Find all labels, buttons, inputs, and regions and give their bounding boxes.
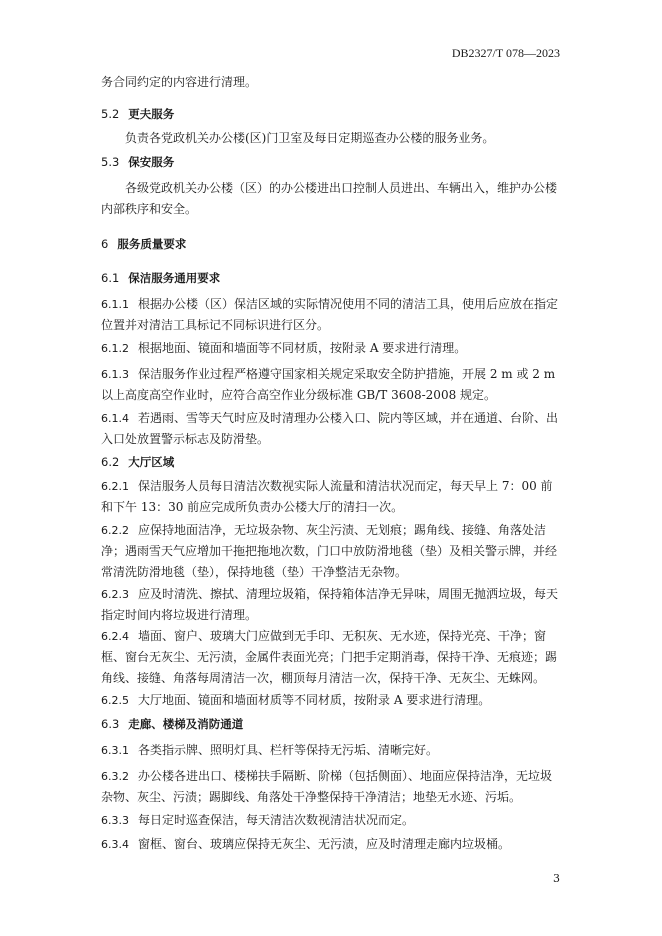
clause-number: 6.2.3 <box>101 588 129 601</box>
clause-text: 应及时清洗、擦拭、清理垃圾箱，保持箱体洁净无异味，周围无抛洒垃圾，每天指定时间内将垃圾进行清理。 <box>101 587 559 622</box>
section-6-heading <box>101 234 561 255</box>
clause-text: 若遇雨、雪等天气时应及时清理办公楼入口、院内等区域，并在通道、台阶、出入口处放置警示标志及防滑垫。 <box>101 411 559 446</box>
clause-text: 办公楼各进出口、楼梯扶手隔断、阶梯（包括侧面）、地面应保持洁净，无垃圾杂物、灰尘、污渍；踢脚线、角落处干净整保持干净清洁；地垫无水迹、污垢。 <box>101 769 553 804</box>
section-title: 保洁服务通用要求 <box>128 271 221 285</box>
section-5-2-heading <box>101 104 561 125</box>
clause-number: 6.3.2 <box>101 770 129 783</box>
section-title: 保安服务 <box>128 155 175 169</box>
clause-text: 大厅地面、镜面和墙面材质等不同材质，按附录 A 要求进行清理。 <box>138 693 491 707</box>
section-title: 走廊、楼梯及消防通道 <box>128 717 244 731</box>
clause-6-1-1 <box>101 294 561 336</box>
section-number: 5.3 <box>101 155 120 169</box>
clause-number: 6.3.3 <box>101 814 129 827</box>
section-number: 6.2 <box>101 455 120 469</box>
section-number: 6 <box>101 237 109 251</box>
clause-number: 6.1.2 <box>101 342 129 355</box>
clause-text: 根据办公楼（区）保洁区域的实际情况使用不同的清洁工具，使用后应放在指定位置并对清洁工具标记不同标识进行区分。 <box>101 297 559 332</box>
clause-6-1-3 <box>101 364 561 406</box>
section-number: 6.3 <box>101 717 120 731</box>
clause-number: 6.2.4 <box>101 630 129 643</box>
clause-text: 各类指示牌、照明灯具、栏杆等保持无污垢、清晰完好。 <box>138 743 439 757</box>
clause-text: 根据地面、镜面和墙面等不同材质，按附录 A 要求进行清理。 <box>138 341 467 355</box>
clause-6-2-5 <box>101 690 561 711</box>
page-number: 3 <box>553 872 560 885</box>
clause-text: 墙面、窗户、玻璃大门应做到无手印、无积灰、无水迹，保持光亮、干净；窗框、窗台无灰尘、无污渍，金属件表面光亮；门把手定期消毒，保持干净、无痕迹；踢角线、接缝、角落每周清洁一次，棚顶每月清洁一次，保持干净、无灰尘、无蛛网。 <box>101 629 558 685</box>
clause-6-3-2 <box>101 766 561 808</box>
clause-6-3-1 <box>101 740 561 761</box>
clause-text: 每日定时巡查保洁，每天清洁次数视清洁状况而定。 <box>138 813 415 827</box>
section-6-3-heading <box>101 714 561 735</box>
section-5-3-body: 各级党政机关办公楼（区）的办公楼进出口控制人员进出、车辆出入，维护办公楼内部秩序和安全。 <box>101 181 558 216</box>
section-5-2-body: 负责各党政机关办公楼(区)门卫室及每日定期巡查办公楼的服务业务。 <box>125 131 495 145</box>
clause-6-1-4 <box>101 408 561 450</box>
continuation-paragraph: 务合同约定的内容进行清理。 <box>101 75 258 89</box>
clause-number: 6.1.4 <box>101 412 129 425</box>
clause-text: 保洁服务作业过程严格遵守国家相关规定采取安全防护措施，开展 2 m 或 2 m 以上高度高空作业时，应符合高空作业分级标准 GB/T 3608-2008 规定。 <box>101 367 556 402</box>
clause-number: 6.3.4 <box>101 838 129 851</box>
section-title: 更夫服务 <box>128 107 175 121</box>
section-6-1-heading <box>101 268 561 289</box>
clause-number: 6.2.5 <box>101 694 129 707</box>
clause-number: 6.2.2 <box>101 524 129 537</box>
section-number: 6.1 <box>101 271 120 285</box>
document-code: DB2327/T 078—2023 <box>451 46 560 60</box>
clause-6-1-2 <box>101 338 561 359</box>
clause-6-2-3 <box>101 584 561 626</box>
clause-number: 6.3.1 <box>101 744 129 757</box>
clause-number: 6.1.3 <box>101 368 129 381</box>
clause-6-2-1 <box>101 476 561 518</box>
clause-text: 窗框、窗台、玻璃应保持无灰尘、无污渍，应及时清理走廊内垃圾桶。 <box>138 837 511 851</box>
section-title: 服务质量要求 <box>117 237 187 251</box>
clause-text: 保洁服务人员每日清洁次数视实际人流量和清洁状况而定，每天早上 7：00 前和下午 13：30 前应完成所负责办公楼大厅的清扫一次。 <box>101 479 553 514</box>
section-number: 5.2 <box>101 107 120 121</box>
section-title: 大厅区域 <box>128 455 175 469</box>
clause-6-2-2 <box>101 520 561 583</box>
clause-6-2-4 <box>101 626 561 689</box>
clause-6-3-4 <box>101 834 561 855</box>
clause-text: 应保持地面洁净，无垃圾杂物、灰尘污渍、无划痕；踢角线、接缝、角落处洁净；遇雨雪天气应增加干拖把拖地次数，门口中放防滑地毯（垫）及相关警示牌，并经常清洗防滑地毯（垫），保持地毯（垫）干净整洁无杂物。 <box>101 523 558 579</box>
clause-number: 6.2.1 <box>101 480 129 493</box>
clause-number: 6.1.1 <box>101 298 129 311</box>
section-6-2-heading <box>101 452 561 473</box>
section-5-3-heading <box>101 152 561 173</box>
clause-6-3-3 <box>101 810 561 831</box>
